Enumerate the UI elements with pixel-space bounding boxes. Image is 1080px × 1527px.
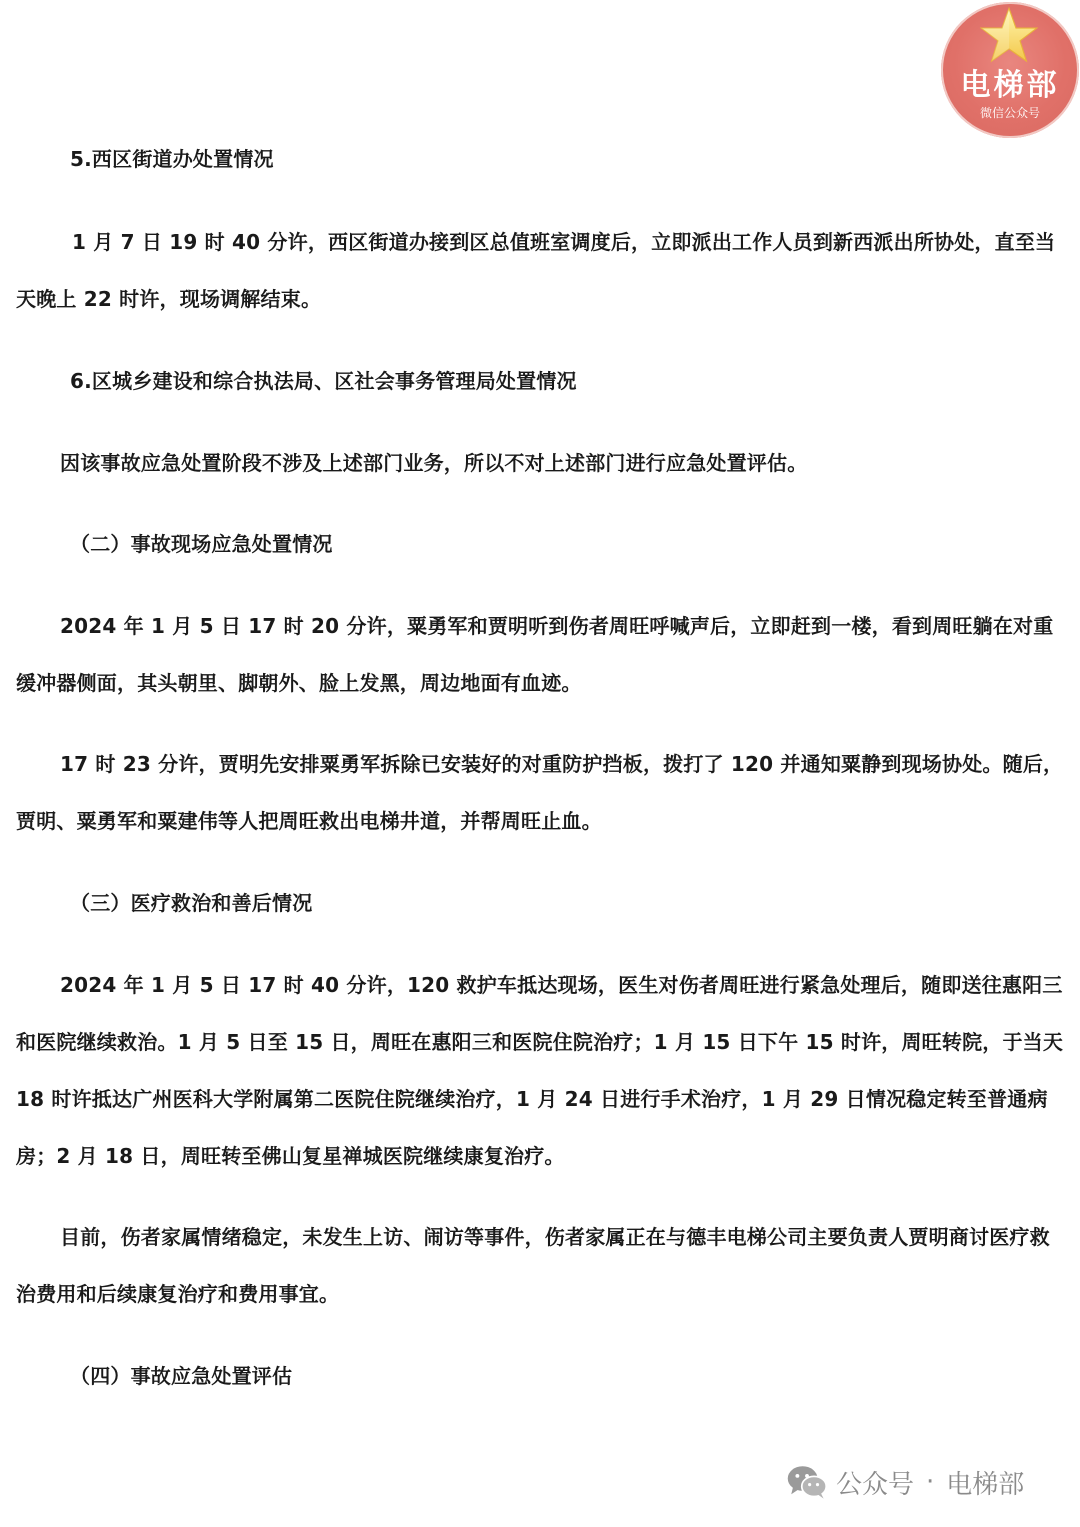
section-6-heading: 6.区城乡建设和综合执法局、区社会事务管理局处置情况 <box>70 369 577 393</box>
logo-title: 电梯部 <box>960 68 1060 103</box>
footer-platform: 公众号 <box>836 1469 915 1500</box>
part-2-paragraph-1: 2024 年 1 月 5 日 17 时 20 分许，粟勇军和贾明听到伤者周旺呼喊声后，立即赶到一楼，看到周旺躺在对重缓冲器侧面，其头朝里、脚朝外、脸上发黑，周边地面有血迹。 <box>16 614 1054 695</box>
wechat-icon <box>786 1464 828 1500</box>
star-icon <box>980 6 1038 64</box>
section-6-paragraph: 因该事故应急处置阶段不涉及上述部门业务，所以不对上述部门进行应急处置评估。 <box>60 451 808 475</box>
part-3-paragraph-2: 目前，伤者家属情绪稳定，未发生上访、闹访等事件，伤者家属正在与德丰电梯公司主要负责人贾明商讨医疗救治费用和后续康复治疗和费用事宜。 <box>16 1225 1050 1306</box>
footer-watermark <box>786 1462 1024 1502</box>
part-2-paragraph-2: 17 时 23 分许，贾明先安排粟勇军拆除已安装好的对重防护挡板，拨打了 120 并通知粟静到现场协处。随后，贾明、粟勇军和粟建伟等人把周旺救出电梯井道，并帮周旺止血。 <box>16 752 1064 833</box>
part-3-paragraph-1: 2024 年 1 月 5 日 17 时 40 分许，120 救护车抵达现场，医生对伤者周旺进行紧急处理后，随即送往惠阳三和医院继续救治。1 月 5 日至 15 日，周旺在惠阳三和医院住院治疗；1 月 15 日下午 15 时许，周旺转院，于当天 18 时许抵达广州医科大学附属第二医院住院继续治疗，1 月 24 日进行手术治疗，1 月 29 日情况稳定转至普通病房；2 月 18 日，周旺转至佛山复星禅城医院继续康复治疗。 <box>16 973 1064 1168</box>
part-2-heading: （二）事故现场应急处置情况 <box>70 532 333 556</box>
part-4-heading: （四）事故应急处置评估 <box>70 1364 293 1388</box>
footer-separator: · <box>926 1467 935 1497</box>
section-5-paragraph: 1 月 7 日 19 时 40 分许，西区街道办接到区总值班室调度后，立即派出工作人员到新西派出所协处，直至当天晚上 22 时许，现场调解结束。 <box>16 230 1056 311</box>
footer-account: 电梯部 <box>946 1469 1025 1500</box>
logo-subtitle: 微信公众号 <box>979 106 1040 120</box>
account-logo <box>941 2 1079 138</box>
section-5-heading: 5.西区街道办处置情况 <box>70 147 274 171</box>
part-3-heading: （三）医疗救治和善后情况 <box>70 891 313 915</box>
